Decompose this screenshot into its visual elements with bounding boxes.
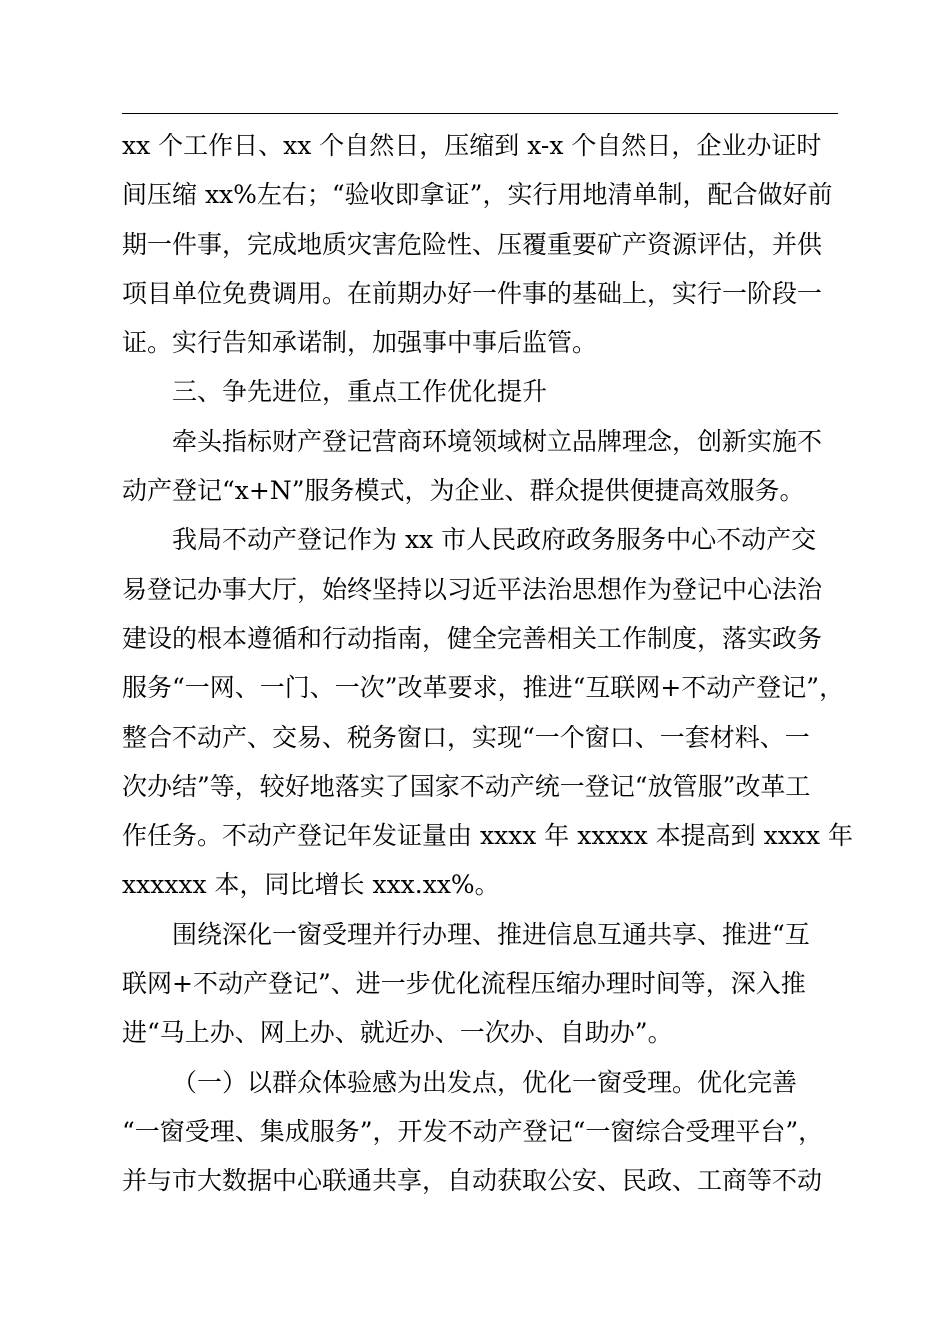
text-line: 易登记办事大厅，始终坚持以习近平法治思想作为登记中心法治: [122, 574, 823, 604]
text-line: 项目单位免费调用。在前期办好一件事的基础上，实行一阶段一: [122, 278, 823, 308]
text-line: 期一件事，完成地质灾害危险性、压覆重要矿产资源评估，并供: [122, 229, 823, 259]
text-line: 证。实行告知承诺制，加强事中事后监管。: [122, 328, 598, 358]
text-line: 作任务。不动产登记年发证量由 xxxx 年 xxxxx 本提高到 xxxx 年: [122, 821, 853, 851]
text-line: “一窗受理、集成服务”，开发不动产登记“一窗综合受理平台”，: [122, 1116, 824, 1146]
text-line: 次办结”等，较好地落实了国家不动产统一登记“放管服”改革工: [122, 771, 811, 801]
text-line: 间压缩 xx%左右；“验收即拿证”，实行用地清单制，配合做好前: [122, 180, 833, 210]
text-line: xx 个工作日、xx 个自然日，压缩到 x-x 个自然日，企业办证时: [122, 131, 822, 160]
text-line: 整合不动产、交易、税务窗口，实现“一个窗口、一套材料、一: [122, 722, 810, 752]
text-line: 并与市大数据中心联通共享，自动获取公安、民政、工商等不动: [122, 1166, 823, 1196]
subsection-heading: （一）以群众体验感为出发点，优化一窗受理。优化完善: [172, 1067, 798, 1097]
text-line: 围绕深化一窗受理并行办理、推进信息互通共享、推进“互: [172, 919, 810, 949]
text-line: xxxxxx 本，同比增长 xxx.xx%。: [122, 870, 500, 900]
text-line: 我局不动产登记作为 xx 市人民政府政务服务中心不动产交: [172, 525, 817, 555]
text-line: 进“马上办、网上办、就近办、一次办、自助办”。: [122, 1018, 673, 1048]
header-rule: [122, 113, 838, 114]
text-line: 建设的根本遵循和行动指南，健全完善相关工作制度，落实政务: [122, 623, 823, 653]
text-line: 联网+不动产登记”、进一步优化流程压缩办理时间等，深入推: [122, 969, 806, 999]
body-text: [122, 121, 853, 1206]
text-line: 服务“一网、一门、一次”改革要求，推进“互联网+不动产登记”，: [122, 673, 845, 703]
section-heading: 三、争先进位，重点工作优化提升: [172, 377, 548, 407]
text-line: 动产登记“x+N”服务模式，为企业、群众提供便捷高效服务。: [122, 476, 805, 506]
text-line: 牵头指标财产登记营商环境领域树立品牌理念，创新实施不: [172, 426, 823, 456]
